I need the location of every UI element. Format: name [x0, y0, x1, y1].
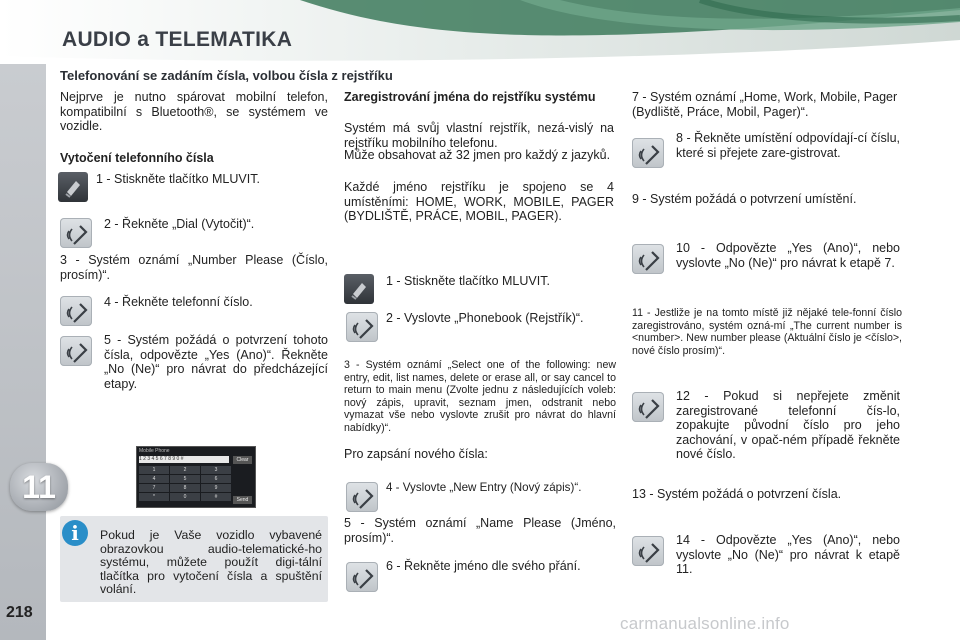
chapter-tab[interactable]: 11: [10, 463, 68, 511]
col2-para-2: Může obsahovat až 32 jmen pro každý z jazyků.: [344, 148, 611, 162]
page-number: 218: [6, 604, 33, 621]
col3-step-8: 8 - Řekněte umístění odpovídají-cí číslu, které si přejete zare-gistrovat.: [676, 131, 900, 160]
col2-step-1: 1 - Stiskněte tlačítko MLUVIT.: [386, 274, 550, 288]
col3-step-7: 7 - Systém oznámí „Home, Work, Mobile, Pager (Bydliště, Práce, Mobil, Pager)“.: [632, 90, 898, 119]
col2-step-5: 5 - Systém oznámí „Name Please (Jméno, prosím)“.: [344, 516, 616, 545]
speech-command-icon: [346, 482, 378, 512]
intro-text: Nejprve je nutno spárovat mobilní telefon, kompatibilní s Bluetooth®, se systémem ve vozidle.: [60, 90, 328, 133]
col3-step-10: 10 - Odpovězte „Yes (Ano)“, nebo vyslovte „No (Ne)“ pro návrat k etapě 7.: [676, 241, 900, 270]
col1-step-3: 3 - Systém oznámí „Number Please (Číslo, prosím)“.: [60, 253, 328, 282]
phone-key: 4: [139, 475, 169, 483]
col1-step-4: 4 - Řekněte telefonní číslo.: [104, 295, 253, 309]
speech-command-icon: [60, 218, 92, 248]
col1-step-2: 2 - Řekněte „Dial (Vytočit)“.: [104, 217, 255, 231]
phone-key: 9: [201, 484, 231, 492]
dial-heading: Vytočení telefonního čísla: [60, 151, 214, 165]
col2-para-1: Systém má svůj vlastní rejstřík, nezá-vislý na rejstříku mobilního telefonu.: [344, 121, 614, 150]
col2-step-4: 4 - Vyslovte „New Entry (Nový zápis)“.: [386, 481, 582, 494]
info-icon: i: [62, 520, 88, 546]
col3-step-13: 13 - Systém požádá o potvrzení čísla.: [632, 487, 842, 501]
info-text: Pokud je Vaše vozidlo vybavené obrazovkou audio-telematické-ho systému, můžete použít digi-tální tlačítka pro vytočení čísla a spuštění volání.: [100, 528, 322, 597]
phone-key: 1: [139, 466, 169, 474]
phone-screen-title: Mobile Phone: [139, 448, 170, 454]
phonebook-heading: Zaregistrování jména do rejstříku systému: [344, 90, 596, 104]
speech-command-icon: [632, 244, 664, 274]
watermark: carmanualsonline.info: [620, 614, 790, 633]
speech-command-icon: [632, 392, 664, 422]
phone-key: 3: [201, 466, 231, 474]
speech-command-icon: [346, 562, 378, 592]
speech-command-icon: [632, 138, 664, 168]
speech-command-icon: [60, 336, 92, 366]
phone-key: 7: [139, 484, 169, 492]
col3-step-14: 14 - Odpovězte „Yes (Ano)“, nebo vyslovte „No (Ne)“ pro návrat k etapě 11.: [676, 533, 900, 576]
speech-command-icon: [60, 296, 92, 326]
section-title: Telefonování se zadáním čísla, volbou čísla z rejstříku: [60, 68, 393, 83]
col3-step-9: 9 - Systém požádá o potvrzení umístění.: [632, 192, 857, 206]
speech-command-icon: [632, 536, 664, 566]
phone-send-key: Send: [233, 496, 252, 504]
phone-screen-number: 1 2 3 4 5 6 7 8 9 0 #: [139, 456, 229, 463]
phone-key: 8: [170, 484, 200, 492]
talk-button-icon: [344, 274, 374, 304]
col3-step-12: 12 - Pokud si nepřejete změnit zaregistrované telefonní čís-lo, zopakujte původní číslo pro jeho zachování, v opač-ném případě řekněte nové číslo.: [676, 389, 900, 461]
phone-key: 2: [170, 466, 200, 474]
chapter-sidebar: [0, 64, 46, 640]
phone-key: 5: [170, 475, 200, 483]
phone-key: #: [201, 493, 231, 501]
new-number-heading: Pro zapsání nového čísla:: [344, 447, 488, 461]
phone-key: 0: [170, 493, 200, 501]
col2-step-2: 2 - Vyslovte „Phonebook (Rejstřík)“.: [386, 311, 584, 325]
col1-step-1: 1 - Stiskněte tlačítko MLUVIT.: [96, 172, 260, 186]
phone-key: *: [139, 493, 169, 501]
col2-para-3: Každé jméno rejstříku je spojeno se 4 umístěními: HOME, WORK, MOBILE, PAGER (BYDLIŠTĚ, PRÁCE, MOBIL, PAGER).: [344, 180, 614, 223]
col2-step-3: 3 - Systém oznámí „Select one of the following: new entry, edit, list names, delete or erase all, or say cancel to return to main menu (Zvolte jednu z následujících voleb: nový zápis, upravit, seznam jmen, odstranit nebo vymazat vše nebo vyslovte zrušit pro návrat do hlavní nabídky)“.: [344, 359, 616, 434]
col3-step-11: 11 - Jestliže je na tomto místě již nějaké tele-fonní číslo zaregistrováno, systém ozná-mí „The current number is <number>. New number please (Aktuální číslo je <číslo>, nové číslo prosím)“.: [632, 307, 902, 357]
phone-keypad-screen-image: [136, 446, 256, 508]
phone-clear-key: Clear: [233, 456, 252, 464]
talk-button-icon: [58, 172, 88, 202]
col2-step-6: 6 - Řekněte jméno dle svého přání.: [386, 559, 581, 573]
page-title: AUDIO a TELEMATIKA: [62, 28, 293, 51]
phone-key: 6: [201, 475, 231, 483]
speech-command-icon: [346, 312, 378, 342]
col1-step-5: 5 - Systém požádá o potvrzení tohoto čísla, odpovězte „Yes (Ano)“. Řekněte „No (Ne)“ pro návrat do předcházející etapy.: [104, 333, 328, 391]
